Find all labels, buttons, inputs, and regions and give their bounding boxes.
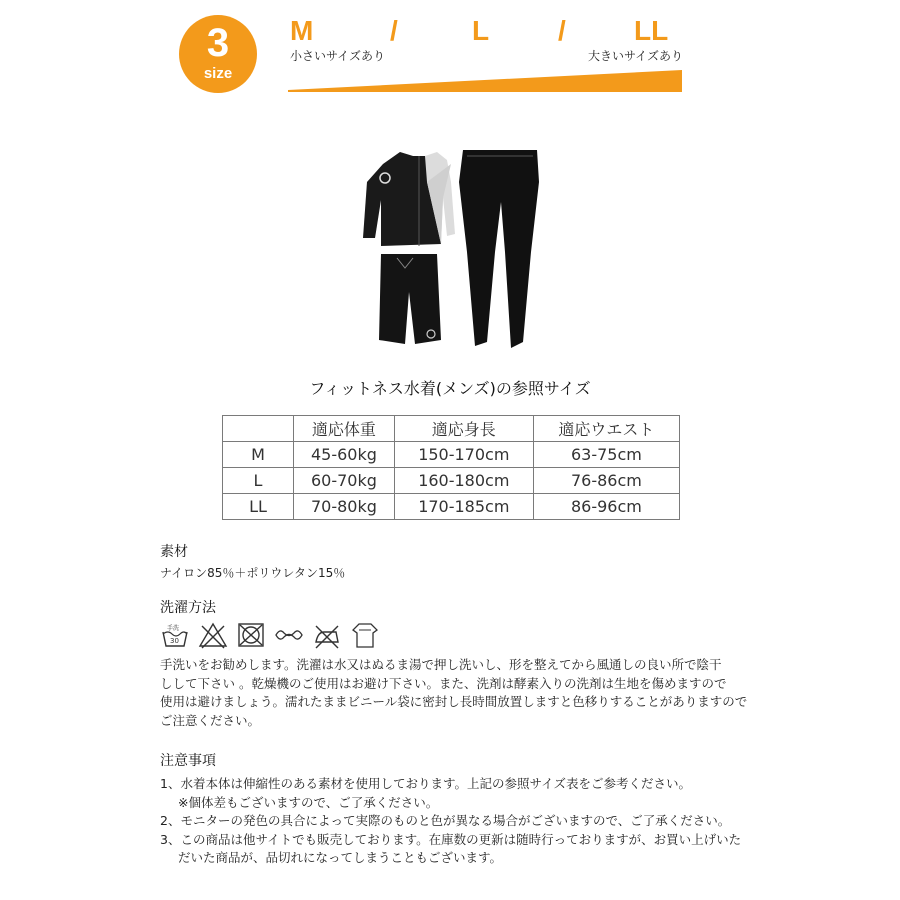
table-header-row (223, 416, 680, 442)
table-row (223, 494, 680, 520)
material-text: ナイロン85％＋ポリウレタン15％ (160, 566, 346, 580)
size-cell: L (223, 468, 294, 494)
swim-leggings (459, 150, 539, 348)
height-cell: 160-180cm (394, 468, 533, 494)
note-line: 2、モニターの発色の具合によって実際のものと色が異なる場合がございますので、ご了承ください。 (160, 813, 731, 828)
washing-line: 使用は避けましょう。濡れたままビニール袋に密封し長時間放置しますと色移りすることがありますので (160, 694, 748, 709)
size-separator: / (558, 15, 566, 46)
small-size-note: 小さいサイズあり (290, 49, 386, 63)
height-cell: 150-170cm (394, 442, 533, 468)
table-header-cell (223, 416, 294, 442)
notes-title: 注意事項 (160, 753, 216, 769)
table-header-cell: 適応ウエスト (533, 416, 679, 442)
table-row (223, 442, 680, 468)
weight-cell: 45-60kg (294, 442, 395, 468)
size-cell: LL (223, 494, 294, 520)
washing-line: しして下さい 。乾燥機のご使用はお避け下さい。また、洗剤は酵素入りの洗剤は生地を傷めますので (160, 675, 727, 691)
swim-shorts (379, 254, 441, 344)
size-count-badge (179, 15, 257, 93)
svg-text:手洗: 手洗 (167, 625, 180, 632)
washing-line: ご注意ください。 (160, 712, 261, 728)
table-header-cell: 適応身長 (394, 416, 533, 442)
size-cell: M (223, 442, 294, 468)
swimwear-product-image (355, 142, 545, 354)
no-iron-icon (312, 620, 342, 650)
washing-line: 手洗いをお勧めします。洗濯は水又はぬるま湯で押し洗いし、形を整えてから風通しの良い所で陰干 (160, 657, 722, 672)
material-title: 素材 (160, 544, 188, 560)
shade-dry-icon (350, 620, 380, 650)
no-tumble-dry-icon (236, 620, 266, 650)
hand-wash-30-icon (160, 620, 190, 650)
table-row (223, 468, 680, 494)
badge-number: 3 (206, 21, 230, 65)
waist-cell: 63-75cm (533, 442, 679, 468)
note-line: 3、この商品は他サイトでも販売しております。在庫数の更新は随時行っておりますが、お買い上げいた (160, 831, 742, 847)
height-cell: 170-185cm (394, 494, 533, 520)
size-table-title: フィットネス水着(メンズ)の参照サイズ (309, 379, 591, 398)
header-accent-bar (288, 70, 682, 94)
size-separator: / (390, 15, 398, 46)
size-table (222, 415, 680, 520)
size-ll: LL (634, 15, 669, 46)
washing-instructions (160, 656, 760, 730)
table-header-cell: 適応体重 (294, 416, 395, 442)
rash-guard-jacket (363, 152, 455, 246)
weight-cell: 70-80kg (294, 494, 395, 520)
notes-list (160, 775, 741, 868)
washing-title: 洗濯方法 (160, 600, 216, 616)
note-line: 1、水着本体は伸縮性のある素材を使用しております。上記の参照サイズ表をご参考ください。 (160, 776, 691, 791)
waist-cell: 86-96cm (533, 494, 679, 520)
large-size-note: 大きいサイズあり (588, 49, 684, 63)
svg-text:30: 30 (170, 637, 179, 645)
note-line: ※個体差もございますので、ご了承ください。 (178, 794, 439, 810)
no-bleach-icon (198, 620, 228, 650)
weight-cell: 60-70kg (294, 468, 395, 494)
note-line: だいた商品が、品切れになってしまうこともございます。 (178, 850, 503, 865)
size-l: L (472, 15, 490, 46)
badge-label: size (203, 65, 233, 82)
size-m: M (290, 15, 314, 46)
wring-gently-icon (274, 620, 304, 650)
waist-cell: 76-86cm (533, 468, 679, 494)
